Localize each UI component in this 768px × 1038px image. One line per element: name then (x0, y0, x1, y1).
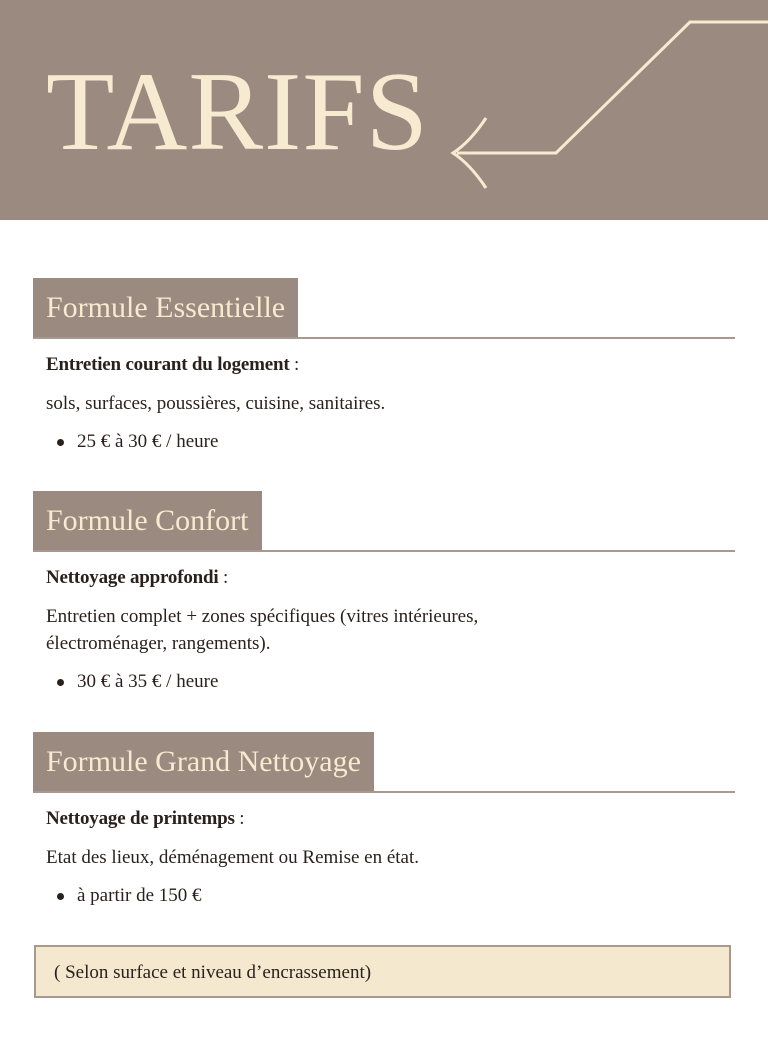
section-title: Formule Grand Nettoyage (33, 732, 374, 792)
section-header (33, 732, 735, 794)
subtitle-colon: : (289, 354, 300, 375)
section-description: sols, surfaces, poussières, cuisine, sanitaires. (46, 393, 386, 414)
section-confort (33, 491, 735, 693)
arrow-left-icon (440, 10, 768, 190)
price-text: à partir de 150 € (77, 885, 202, 906)
section-header (33, 278, 735, 340)
page-title: TARIFS (46, 50, 429, 174)
price-text: 25 € à 30 € / heure (77, 431, 219, 452)
subtitle-colon: : (234, 808, 245, 829)
price-item (57, 885, 735, 907)
section-title: Formule Essentielle (33, 278, 298, 338)
bullet-icon (57, 439, 64, 446)
price-item (57, 431, 735, 453)
divider (33, 337, 735, 339)
note-box: ( Selon surface et niveau d’encrassement) (34, 945, 731, 998)
section-header (33, 491, 735, 553)
section-subtitle (46, 808, 735, 830)
bullet-icon (57, 679, 64, 686)
subtitle-text: Entretien courant du logement (46, 354, 290, 375)
section-essentielle (33, 278, 735, 453)
subtitle-colon: : (218, 567, 229, 588)
section-description: Etat des lieux, déménagement ou Remise en état. (46, 847, 420, 868)
bullet-icon (57, 893, 64, 900)
section-grand-nettoyage (33, 732, 735, 907)
section-title: Formule Confort (33, 491, 262, 551)
divider (33, 550, 735, 552)
subtitle-text: Nettoyage de printemps (46, 808, 235, 829)
header-banner (0, 0, 768, 220)
section-description: Entretien complet + zones spécifiques (vitres intérieures, électroménager, rangements). (46, 606, 479, 654)
divider (33, 791, 735, 793)
price-text: 30 € à 35 € / heure (77, 671, 219, 692)
section-subtitle (46, 567, 735, 589)
subtitle-text: Nettoyage approfondi (46, 567, 219, 588)
section-subtitle (46, 354, 735, 376)
price-item (57, 671, 735, 693)
